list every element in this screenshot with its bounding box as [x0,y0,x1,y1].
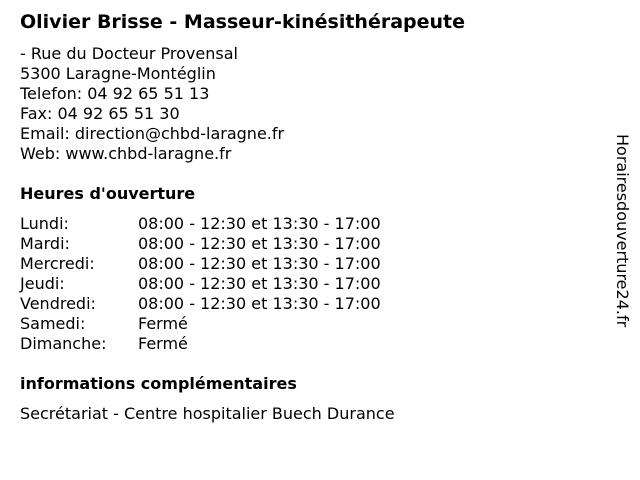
website: Web: www.chbd-laragne.fr [20,144,232,163]
time-value: 08:00 - 12:30 et 13:30 - 17:00 [138,254,381,273]
time-value: Fermé [138,334,188,353]
watermark: Horairesdouverture24.fr [613,134,632,328]
day-label: Mercredi: [20,254,95,273]
address-block [20,44,284,164]
day-label: Jeudi: [20,274,65,293]
hours-row-saturday [20,314,381,334]
street-address: - Rue du Docteur Provensal [20,44,238,63]
time-value: Fermé [138,314,188,333]
day-label: Vendredi: [20,294,96,313]
email-address: Email: direction@chbd-laragne.fr [20,124,285,143]
time-value: 08:00 - 12:30 et 13:30 - 17:00 [138,234,381,253]
city-address: 5300 Laragne-Montéglin [20,64,216,83]
time-value: 08:00 - 12:30 et 13:30 - 17:00 [138,274,381,293]
hours-row-monday [20,214,381,234]
hours-row-friday [20,294,381,314]
hours-table [20,214,381,354]
hours-row-tuesday [20,234,381,254]
phone-number: Telefon: 04 92 65 51 13 [20,84,210,103]
page-title: Olivier Brisse - Masseur-kinésithérapeute [20,11,465,33]
day-label: Samedi: [20,314,86,333]
time-value: 08:00 - 12:30 et 13:30 - 17:00 [138,294,381,313]
info-text: Secrétariat - Centre hospitalier Buech Durance [20,404,395,423]
hours-row-wednesday [20,254,381,274]
day-label: Dimanche: [20,334,107,353]
day-label: Lundi: [20,214,69,233]
day-label: Mardi: [20,234,70,253]
hours-heading: Heures d'ouverture [20,184,196,203]
hours-row-thursday [20,274,381,294]
fax-number: Fax: 04 92 65 51 30 [20,104,180,123]
hours-row-sunday [20,334,381,354]
info-heading: informations complémentaires [20,374,297,393]
time-value: 08:00 - 12:30 et 13:30 - 17:00 [138,214,381,233]
